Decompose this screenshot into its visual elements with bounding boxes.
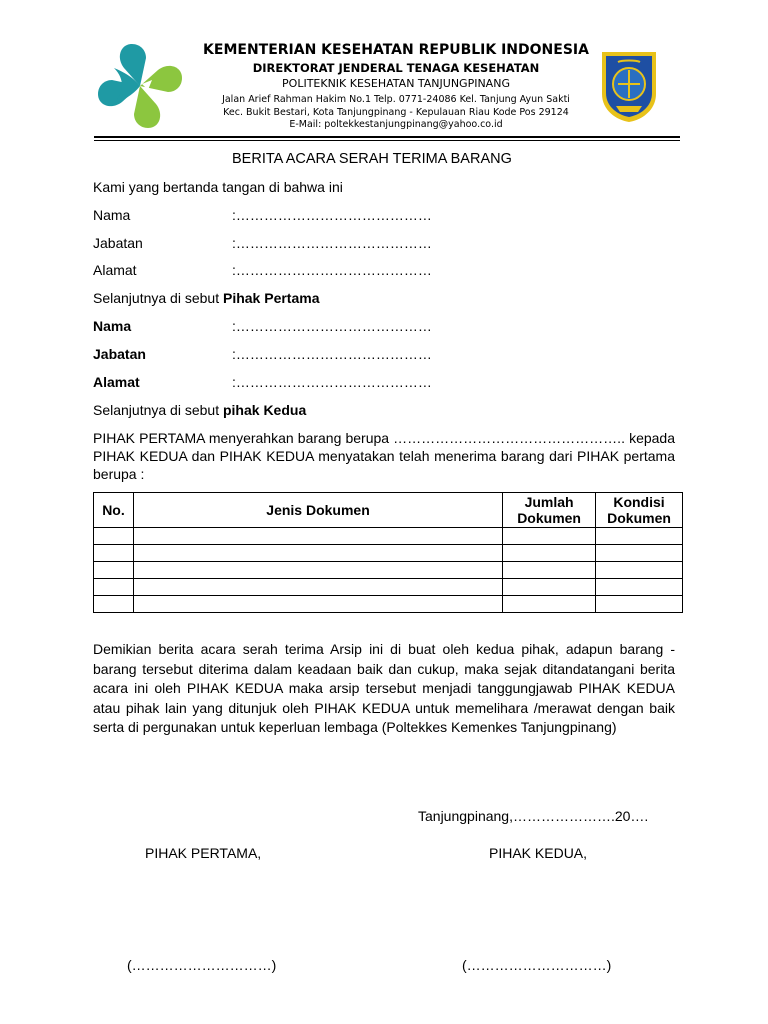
table-cell[interactable] bbox=[503, 562, 596, 579]
signature-left-blank: (…………………………) bbox=[127, 957, 277, 973]
table-cell[interactable] bbox=[503, 545, 596, 562]
party1-address-field[interactable]: :…………………………………… bbox=[232, 262, 432, 278]
table-cell[interactable] bbox=[596, 579, 683, 596]
document-title: BERITA ACARA SERAH TERIMA BARANG bbox=[232, 151, 512, 167]
table-row bbox=[94, 528, 683, 545]
directorate-name: DIREKTORAT JENDERAL TENAGA KESEHATAN bbox=[252, 61, 540, 75]
table-cell[interactable] bbox=[94, 562, 134, 579]
party1-name-field[interactable]: :…………………………………… bbox=[232, 207, 432, 223]
party1-caption-name: Pihak Pertama bbox=[222, 290, 320, 306]
header-no: No. bbox=[94, 493, 134, 528]
table-cell[interactable] bbox=[133, 579, 502, 596]
party2-caption-name: pihak Kedua bbox=[222, 402, 307, 418]
table-cell[interactable] bbox=[596, 596, 683, 613]
table-cell[interactable] bbox=[596, 528, 683, 545]
table-cell[interactable] bbox=[503, 528, 596, 545]
email-line: E-Mail: poltekkestanjungpinang@yahoo.co.id bbox=[289, 119, 503, 130]
table-row bbox=[94, 579, 683, 596]
address-line-1: Jalan Arief Rahman Hakim No.1 Telp. 0771-24086 Kel. Tanjung Ayun Sakti bbox=[222, 94, 570, 105]
table-cell[interactable] bbox=[94, 596, 134, 613]
place-date: Tanjungpinang,………………….20…. bbox=[418, 808, 649, 824]
party2-name-field[interactable]: :…………………………………… bbox=[232, 318, 432, 334]
provincial-emblem-icon bbox=[598, 48, 660, 124]
party2-address-field[interactable]: :…………………………………… bbox=[232, 374, 432, 390]
intro-text: Kami yang bertanda tangan di bahwa ini bbox=[93, 179, 343, 195]
party1-caption: Selanjutnya di sebut Pihak Pertama bbox=[93, 290, 320, 306]
table-cell[interactable] bbox=[596, 545, 683, 562]
signature-right-label: PIHAK KEDUA, bbox=[489, 845, 588, 861]
address-line-2: Kec. Bukit Bestari, Kota Tanjungpinang - Kepulauan Riau Kode Pos 29124 bbox=[223, 107, 569, 118]
table-cell[interactable] bbox=[133, 545, 502, 562]
table-header-row bbox=[94, 493, 683, 528]
party1-address-label: Alamat bbox=[93, 262, 137, 278]
table-row bbox=[94, 545, 683, 562]
table-cell[interactable] bbox=[133, 528, 502, 545]
table-cell[interactable] bbox=[133, 596, 502, 613]
party2-caption: Selanjutnya di sebut pihak Kedua bbox=[93, 402, 307, 418]
header-document-count: Jumlah Dokumen bbox=[503, 493, 596, 528]
header-document-type: Jenis Dokumen bbox=[133, 493, 502, 528]
institution-name: POLITEKNIK KESEHATAN TANJUNGPINANG bbox=[282, 77, 510, 90]
party2-address-label: Alamat bbox=[93, 374, 140, 390]
closing-paragraph: Demikian berita acara serah terima Arsip ini di buat oleh kedua pihak, adapun barang - barang tersebut diterima dalam keadaan baik dan cukup, maka sejak ditandatangani berita acara ini oleh PIHAK KEDUA maka arsip tersebut menjadi tanggungjawab PIHAK KEDUA atau pihak lain yang ditunjuk oleh PIHAK KEDUA untuk memelihara /merawat dengan baik serta di pergunakan untuk keperluan lembaga (Poltekkes Kemenkes Tanjungpinang) bbox=[93, 641, 675, 735]
table-cell[interactable] bbox=[94, 579, 134, 596]
handover-paragraph: PIHAK PERTAMA menyerahkan barang berupa ………………………………………….. kepada PIHAK KEDUA dan PIHAK KEDUA menyatakan telah menerima barang dari PIHAK pertama berupa : bbox=[93, 430, 675, 482]
party1-name-label: Nama bbox=[93, 207, 131, 223]
table-row bbox=[94, 562, 683, 579]
table-row bbox=[94, 596, 683, 613]
party2-name-label: Nama bbox=[93, 318, 132, 334]
table-cell[interactable] bbox=[94, 545, 134, 562]
signature-right-blank: (…………………………) bbox=[462, 957, 612, 973]
party1-position-label: Jabatan bbox=[93, 235, 143, 251]
kemenkes-logo-icon bbox=[94, 40, 190, 132]
party2-position-label: Jabatan bbox=[93, 346, 146, 362]
table-cell[interactable] bbox=[503, 579, 596, 596]
ministry-name: KEMENTERIAN KESEHATAN REPUBLIK INDONESIA bbox=[203, 42, 589, 58]
document-table bbox=[93, 492, 683, 613]
table-cell[interactable] bbox=[133, 562, 502, 579]
letterhead-rule bbox=[94, 136, 680, 138]
header-document-condition: Kondisi Dokumen bbox=[596, 493, 683, 528]
table-cell[interactable] bbox=[503, 596, 596, 613]
party2-position-field[interactable]: :…………………………………… bbox=[232, 346, 432, 362]
signature-left-label: PIHAK PERTAMA, bbox=[145, 845, 262, 861]
letterhead-rule-thin bbox=[94, 140, 680, 141]
table-cell[interactable] bbox=[94, 528, 134, 545]
table-cell[interactable] bbox=[596, 562, 683, 579]
party1-position-field[interactable]: :…………………………………… bbox=[232, 235, 432, 251]
